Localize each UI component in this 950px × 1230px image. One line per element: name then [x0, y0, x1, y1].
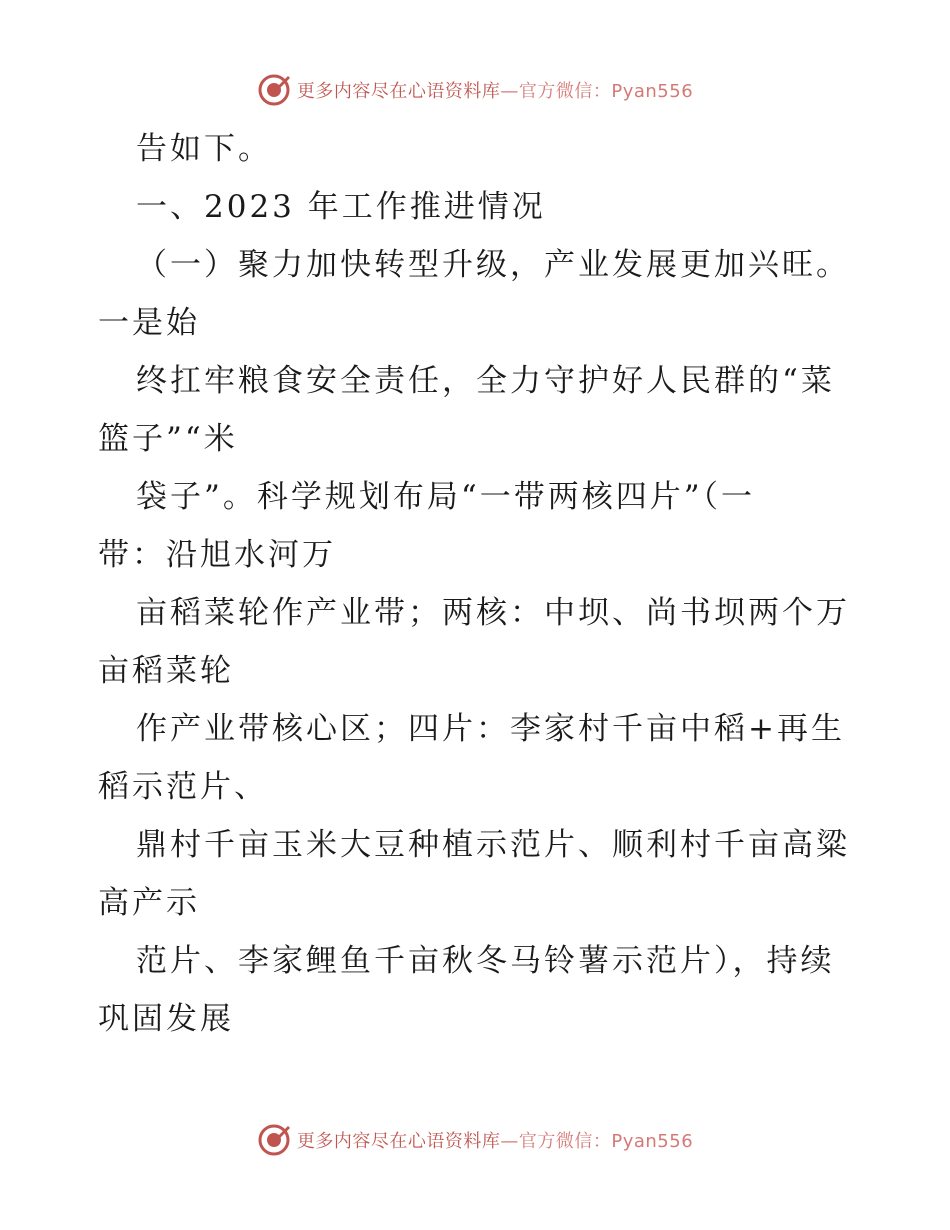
text-line: 亩稻菜轮 [98, 653, 234, 689]
watermark-text: 更多内容尽在心语资料库 [296, 81, 501, 102]
text-line: 一是始 [98, 305, 200, 341]
document-body [98, 120, 858, 1048]
pen-logo-icon [257, 73, 291, 107]
text-line: 作产业带核心区；四片：李家村千亩中稻+再生 [136, 711, 845, 747]
text-line: （一）聚力加快转型升级，产业发展更加兴旺。 [136, 247, 850, 283]
watermark-suffix: —官方微信：Pyan556 [500, 1131, 694, 1152]
text-line: 巩固发展 [98, 1001, 234, 1037]
text-line: 高产示 [98, 885, 200, 921]
text-line: 终扛牢粮食安全责任，全力守护好人民群的“菜 [136, 363, 835, 399]
text-line: 亩稻菜轮作产业带；两核：中坝、尚书坝两个万 [136, 595, 850, 631]
text-line: 范片、李家鲤鱼千亩秋冬马铃薯示范片），持续 [136, 943, 835, 979]
footer-watermark [0, 1120, 950, 1160]
text-line: 一、2023 年工作推进情况 [136, 189, 546, 225]
text-line: 袋子”。科学规划布局“一带两核四片”（一 [136, 479, 756, 515]
text-line: 鼎村千亩玉米大豆种植示范片、顺利村千亩高粱 [136, 827, 850, 863]
text-line: 带：沿旭水河万 [98, 537, 336, 573]
text-line: 告如下。 [136, 131, 272, 167]
watermark-suffix: —官方微信：Pyan556 [500, 81, 694, 102]
watermark-text: 更多内容尽在心语资料库 [296, 1131, 501, 1152]
pen-logo-icon [257, 1123, 291, 1157]
text-line: 篮子”“米 [98, 421, 238, 457]
text-line: 稻示范片、 [98, 769, 268, 805]
header-watermark [0, 70, 950, 110]
